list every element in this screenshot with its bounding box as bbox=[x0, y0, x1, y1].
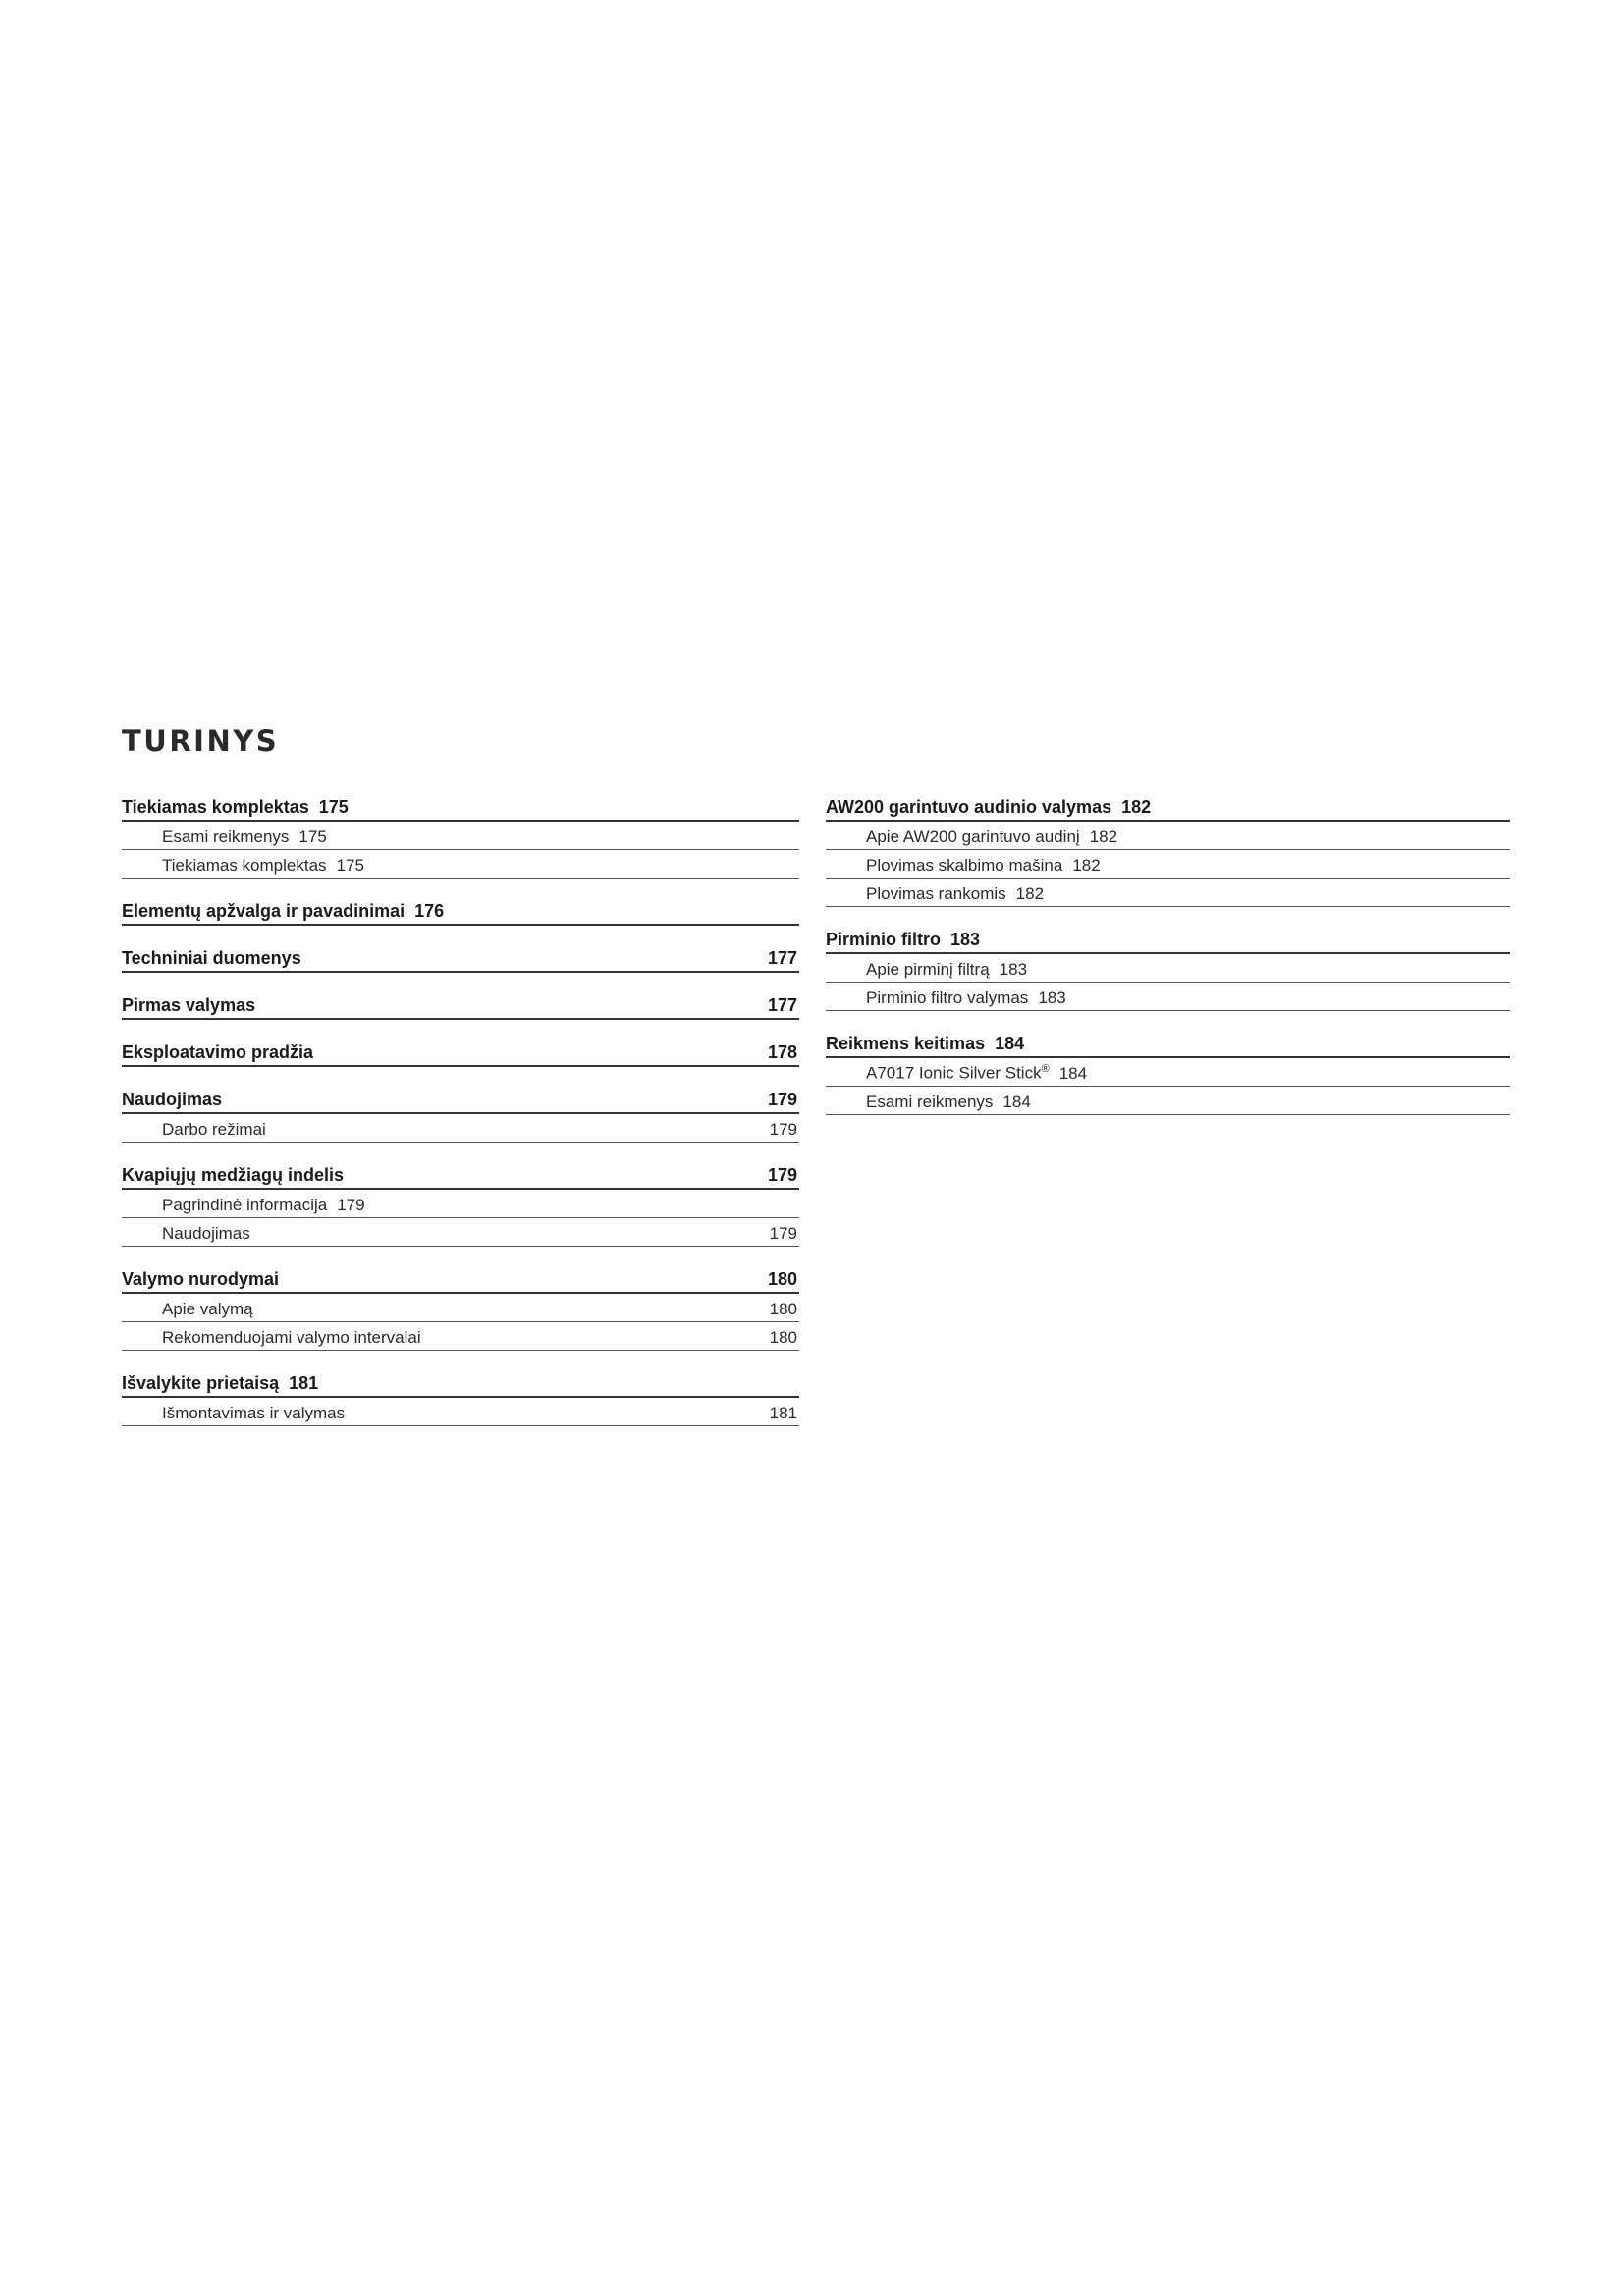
page-number: 182 bbox=[1072, 856, 1101, 875]
page-number: 180 bbox=[769, 1328, 797, 1347]
label-text: Išmontavimas ir valymas bbox=[162, 1404, 346, 1422]
section-heading-label bbox=[826, 930, 980, 950]
toc-section bbox=[122, 944, 799, 973]
toc-section bbox=[826, 926, 1510, 1011]
label-text: A7017 Ionic Silver Stick bbox=[866, 1064, 1042, 1083]
toc-section bbox=[826, 793, 1510, 907]
section-heading[interactable] bbox=[826, 1030, 1510, 1058]
section-heading[interactable] bbox=[122, 1369, 799, 1398]
section-heading[interactable] bbox=[122, 991, 799, 1020]
section-heading[interactable] bbox=[122, 1161, 799, 1190]
toc-entry[interactable] bbox=[122, 822, 799, 850]
label-text: Reikmens keitimas bbox=[826, 1034, 986, 1053]
section-heading-label bbox=[826, 797, 1151, 818]
toc-entry-label bbox=[866, 856, 1101, 876]
section-heading[interactable] bbox=[122, 1039, 799, 1067]
label-text: Valymo nurodymai bbox=[122, 1269, 280, 1289]
label-text: Rekomenduojami valymo intervalai bbox=[162, 1328, 421, 1347]
label-text: Naudojimas bbox=[122, 1090, 223, 1109]
toc-right-column bbox=[826, 793, 1510, 1134]
label-text: Plovimas skalbimo mašina bbox=[866, 856, 1063, 875]
toc-entry-label bbox=[162, 1120, 266, 1140]
page-number: 180 bbox=[769, 1300, 797, 1318]
label-text: Apie AW200 garintuvo audinį bbox=[866, 828, 1080, 846]
toc-section bbox=[122, 793, 799, 879]
page-number: 182 bbox=[1089, 828, 1118, 846]
toc-entry-label bbox=[162, 1224, 250, 1244]
toc-entry-label bbox=[162, 1196, 365, 1215]
page-number: 181 bbox=[769, 1404, 797, 1422]
page-number: 183 bbox=[950, 930, 981, 949]
section-heading-label bbox=[122, 1373, 318, 1394]
toc-entry[interactable] bbox=[122, 1294, 799, 1322]
label-text: Išvalykite prietaisą bbox=[122, 1373, 280, 1393]
label-text: AW200 garintuvo audinio valymas bbox=[826, 797, 1112, 817]
label-text: Naudojimas bbox=[162, 1224, 250, 1243]
page-number: 178 bbox=[767, 1042, 797, 1062]
page-number: 176 bbox=[414, 901, 445, 921]
toc-section bbox=[122, 897, 799, 926]
toc-entry-label bbox=[866, 1063, 1087, 1084]
page-number: 179 bbox=[337, 1196, 365, 1214]
toc-entry[interactable] bbox=[122, 1114, 799, 1143]
toc-entry[interactable] bbox=[122, 1322, 799, 1351]
section-heading[interactable] bbox=[826, 793, 1510, 822]
toc-entry[interactable] bbox=[826, 1058, 1510, 1087]
toc-entry-label bbox=[162, 1300, 253, 1319]
section-heading[interactable] bbox=[122, 897, 799, 926]
section-heading-label bbox=[122, 995, 255, 1016]
section-heading[interactable] bbox=[122, 793, 799, 822]
toc-entry-label bbox=[866, 884, 1044, 904]
label-text: Apie pirminį filtrą bbox=[866, 960, 990, 979]
label-text: Esami reikmenys bbox=[866, 1093, 994, 1111]
page-number: 180 bbox=[767, 1269, 797, 1289]
toc-entry-label bbox=[162, 856, 364, 876]
toc-entry-label bbox=[162, 828, 327, 847]
label-text: Tiekiamas komplektas bbox=[162, 856, 327, 875]
section-heading-label bbox=[122, 1042, 313, 1063]
label-text: Elementų apžvalga ir pavadinimai bbox=[122, 901, 406, 921]
label-text: Plovimas rankomis bbox=[866, 884, 1006, 903]
toc-entry-label bbox=[866, 1093, 1031, 1112]
toc-entry-label bbox=[162, 1328, 421, 1348]
page-title: TURINYS bbox=[122, 724, 280, 758]
section-heading[interactable] bbox=[122, 944, 799, 973]
label-text: Esami reikmenys bbox=[162, 828, 290, 846]
toc-entry[interactable] bbox=[122, 850, 799, 879]
page-number: 183 bbox=[999, 960, 1028, 979]
section-heading[interactable] bbox=[122, 1086, 799, 1114]
toc-entry[interactable] bbox=[826, 879, 1510, 907]
section-heading-label bbox=[826, 1034, 1024, 1054]
label-text: Darbo režimai bbox=[162, 1120, 266, 1139]
label-text: Pagrindinė informacija bbox=[162, 1196, 328, 1214]
page-number: 179 bbox=[767, 1165, 797, 1185]
toc-section bbox=[122, 1265, 799, 1351]
toc-entry[interactable] bbox=[122, 1398, 799, 1426]
label-text: Eksploatavimo pradžia bbox=[122, 1042, 314, 1062]
label-text: Pirminio filtro valymas bbox=[866, 988, 1029, 1007]
section-heading[interactable] bbox=[122, 1265, 799, 1294]
toc-section bbox=[122, 991, 799, 1020]
section-heading-label bbox=[122, 1269, 279, 1290]
page-number: 182 bbox=[1015, 884, 1045, 903]
toc-left-column bbox=[122, 793, 799, 1445]
section-heading[interactable] bbox=[826, 926, 1510, 954]
toc-entry[interactable] bbox=[122, 1218, 799, 1247]
label-text: Tiekiamas komplektas bbox=[122, 797, 309, 817]
page-number: 175 bbox=[318, 797, 349, 817]
toc-entry-label bbox=[866, 988, 1066, 1008]
toc-entry[interactable] bbox=[826, 822, 1510, 850]
toc-entry[interactable] bbox=[122, 1190, 799, 1218]
page-number: 175 bbox=[298, 828, 327, 846]
toc-section bbox=[122, 1039, 799, 1067]
label-text: Techniniai duomenys bbox=[122, 948, 301, 968]
toc-section bbox=[122, 1369, 799, 1426]
toc-section bbox=[122, 1161, 799, 1247]
toc-entry-label bbox=[162, 1404, 345, 1423]
page-number: 175 bbox=[336, 856, 364, 875]
section-heading-label bbox=[122, 797, 349, 818]
toc-entry[interactable] bbox=[826, 850, 1510, 879]
toc-section bbox=[826, 1030, 1510, 1115]
registered-mark: ® bbox=[1041, 1063, 1050, 1076]
label-text: Pirminio filtro bbox=[826, 930, 941, 949]
toc-entry[interactable] bbox=[826, 954, 1510, 983]
toc-entry[interactable] bbox=[826, 983, 1510, 1011]
page-number: 184 bbox=[1058, 1064, 1088, 1083]
section-heading-label bbox=[122, 1165, 344, 1186]
page-number: 179 bbox=[769, 1120, 797, 1139]
page-number: 177 bbox=[767, 948, 797, 968]
toc-section bbox=[122, 1086, 799, 1143]
page-number: 179 bbox=[767, 1090, 797, 1109]
page-number: 182 bbox=[1121, 797, 1152, 817]
section-heading-label bbox=[122, 901, 444, 922]
section-heading-label bbox=[122, 1090, 222, 1110]
page-number: 181 bbox=[289, 1373, 319, 1393]
page-number: 184 bbox=[995, 1034, 1025, 1053]
page-number: 179 bbox=[769, 1224, 797, 1243]
toc-entry-label bbox=[866, 960, 1027, 980]
page-number: 177 bbox=[767, 995, 797, 1015]
label-text: Apie valymą bbox=[162, 1300, 253, 1318]
toc-entry-label bbox=[866, 828, 1117, 847]
section-heading-label bbox=[122, 948, 301, 969]
label-text: Pirmas valymas bbox=[122, 995, 256, 1015]
label-text: Kvapiųjų medžiagų indelis bbox=[122, 1165, 345, 1185]
page-number: 183 bbox=[1038, 988, 1066, 1007]
page-number: 184 bbox=[1002, 1093, 1031, 1111]
toc-entry[interactable] bbox=[826, 1087, 1510, 1115]
